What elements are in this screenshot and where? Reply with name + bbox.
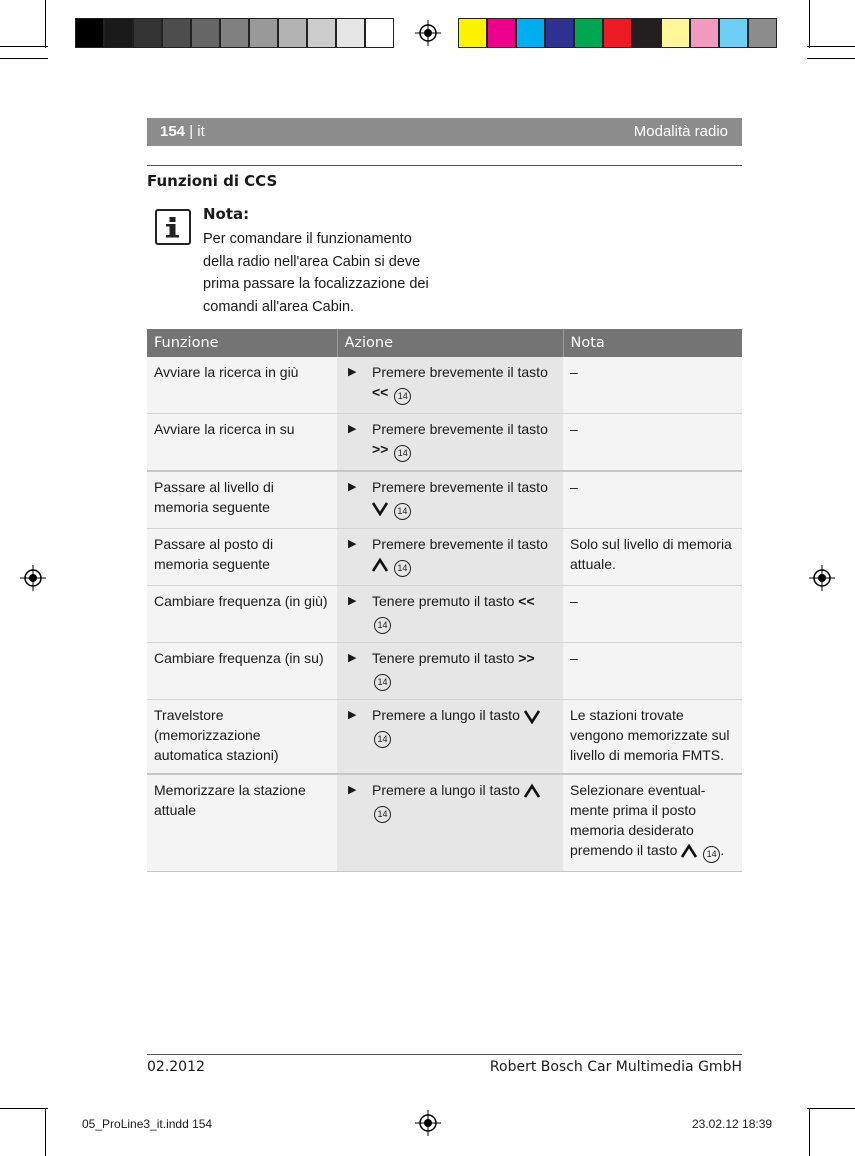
crop-mark	[809, 0, 810, 48]
table-row	[147, 586, 742, 643]
color-swatch	[719, 18, 748, 48]
table-header-row	[147, 329, 742, 357]
section-label: Modalità radio	[633, 123, 728, 140]
color-swatch	[458, 18, 487, 48]
color-swatch	[661, 18, 690, 48]
crop-mark	[807, 58, 855, 59]
reference-number: 14	[394, 503, 411, 520]
table-row	[147, 471, 742, 529]
crop-mark	[45, 1108, 46, 1156]
crop-mark	[45, 0, 46, 48]
crop-mark	[0, 1108, 48, 1109]
function-cell: Avviare la ricerca in giù	[147, 357, 337, 414]
note-cell	[563, 586, 742, 643]
action-cell	[337, 586, 563, 643]
function-cell: Memorizzare la stazione attuale	[147, 774, 337, 872]
table-row	[147, 414, 742, 472]
column-header: Azione	[337, 329, 563, 357]
function-cell: Cambiare frequenza (in giù)	[147, 586, 337, 643]
color-swatch	[632, 18, 661, 48]
footer-company: Robert Bosch Car Multimedia GmbH	[489, 1059, 742, 1075]
color-swatch	[574, 18, 603, 48]
crop-mark	[807, 46, 855, 47]
note-text: –	[570, 650, 578, 666]
crop-mark	[809, 1108, 810, 1156]
color-swatch	[133, 18, 162, 48]
note-text: –	[570, 421, 578, 437]
action-cell	[337, 774, 563, 872]
color-swatch	[307, 18, 336, 48]
note-cell	[563, 471, 742, 529]
reference-number: 14	[703, 846, 720, 863]
reference-number: 14	[394, 388, 411, 405]
action-cell	[337, 529, 563, 586]
key-label: <<	[518, 593, 535, 609]
registration-mark-icon	[415, 1110, 441, 1136]
crop-mark	[0, 46, 48, 47]
color-swatch	[220, 18, 249, 48]
bullet-triangle-icon: ▶	[348, 481, 357, 493]
chevron-up-icon	[681, 843, 697, 859]
color-swatch	[191, 18, 220, 48]
note-cell	[563, 643, 742, 700]
note-title: Nota:	[203, 205, 250, 223]
bullet-triangle-icon: ▶	[348, 423, 357, 435]
action-cell	[337, 414, 563, 472]
bullet-triangle-icon: ▶	[348, 366, 357, 378]
note-cell	[563, 529, 742, 586]
action-text: Premere brevemente il tasto	[372, 536, 548, 552]
action-cell	[337, 643, 563, 700]
color-swatch	[249, 18, 278, 48]
color-swatch	[748, 18, 777, 48]
table-row	[147, 643, 742, 700]
registration-mark-icon	[809, 565, 835, 591]
bullet-triangle-icon: ▶	[348, 784, 357, 796]
functions-table	[147, 329, 742, 872]
action-cell	[337, 471, 563, 529]
note-cell	[563, 414, 742, 472]
page-header	[147, 118, 742, 146]
chevron-down-icon	[372, 500, 388, 516]
reference-number: 14	[374, 806, 391, 823]
footer-date: 02.2012	[147, 1059, 205, 1075]
function-cell: Cambiare frequenza (in su)	[147, 643, 337, 700]
page-number: 154 | it	[160, 123, 205, 140]
registration-mark-icon	[20, 565, 46, 591]
note-text: Le stazioni trovate vengono memorizzate sul livello di memoria FMTS.	[570, 707, 730, 763]
chevron-down-icon	[524, 708, 540, 724]
action-text: Premere brevemente il tasto	[372, 421, 548, 437]
action-cell	[337, 700, 563, 775]
function-cell: Travelstore (memorizzazione automatica stazioni)	[147, 700, 337, 775]
color-swatch	[75, 18, 104, 48]
color-swatch	[516, 18, 545, 48]
crop-mark	[0, 58, 48, 59]
color-swatch	[690, 18, 719, 48]
reference-number: 14	[394, 445, 411, 462]
section-title: Funzioni di CCS	[147, 172, 278, 190]
color-swatch	[603, 18, 632, 48]
action-text: Tenere premuto il tasto	[372, 650, 515, 666]
key-label: <<	[372, 384, 389, 400]
action-text: Premere brevemente il tasto	[372, 479, 548, 495]
info-icon	[155, 209, 191, 245]
color-swatch	[365, 18, 394, 48]
table-row	[147, 774, 742, 872]
column-header: Funzione	[147, 329, 337, 357]
column-header: Nota	[563, 329, 742, 357]
bullet-triangle-icon: ▶	[348, 538, 357, 550]
color-swatch	[104, 18, 133, 48]
header-divider	[147, 165, 742, 166]
note-cell	[563, 700, 742, 775]
function-cell: Avviare la ricerca in su	[147, 414, 337, 472]
note-text: Per comandare il funzionamento della radio nell'area Cabin si deve prima passare la focalizzazione dei comandi all'area Cabin.	[203, 231, 429, 315]
color-swatch	[545, 18, 574, 48]
note-text: Selezionare eventual-mente prima il posto memoria desiderato premendo il tasto	[570, 782, 706, 858]
bullet-triangle-icon: ▶	[348, 709, 357, 721]
chevron-up-icon	[372, 557, 388, 573]
reference-number: 14	[394, 560, 411, 577]
color-swatch	[487, 18, 516, 48]
function-cell: Passare al livello di memoria seguente	[147, 471, 337, 529]
table-row	[147, 529, 742, 586]
chevron-up-icon	[524, 783, 540, 799]
bullet-triangle-icon: ▶	[348, 595, 357, 607]
crop-mark	[807, 1108, 855, 1109]
slug-timestamp: 23.02.12 18:39	[692, 1117, 773, 1131]
action-text: Premere a lungo il tasto	[372, 707, 520, 723]
table-row	[147, 700, 742, 775]
reference-number: 14	[374, 731, 391, 748]
action-text: Tenere premuto il tasto	[372, 593, 515, 609]
note-cell	[563, 357, 742, 414]
reference-number: 14	[374, 617, 391, 634]
registration-mark-icon	[415, 20, 441, 46]
action-text: Premere brevemente il tasto	[372, 364, 548, 380]
note-text: –	[570, 593, 578, 609]
color-swatch	[278, 18, 307, 48]
note-text: .	[720, 842, 725, 858]
table-row	[147, 357, 742, 414]
bullet-triangle-icon: ▶	[348, 652, 357, 664]
footer-divider	[147, 1054, 742, 1055]
note-text: –	[570, 479, 578, 495]
action-text: Premere a lungo il tasto	[372, 782, 520, 798]
note-text: Solo sul livello di memoria attuale.	[570, 536, 732, 572]
grayscale-control-bar	[75, 18, 394, 48]
color-swatch	[162, 18, 191, 48]
function-cell: Passare al posto di memoria seguente	[147, 529, 337, 586]
note-cell	[563, 774, 742, 872]
note-text: –	[570, 364, 578, 380]
color-control-bar	[458, 18, 777, 48]
action-cell	[337, 357, 563, 414]
reference-number: 14	[374, 674, 391, 691]
slug-file: 05_ProLine3_it.indd 154	[82, 1117, 213, 1131]
color-swatch	[336, 18, 365, 48]
key-label: >>	[518, 650, 535, 666]
key-label: >>	[372, 441, 389, 457]
